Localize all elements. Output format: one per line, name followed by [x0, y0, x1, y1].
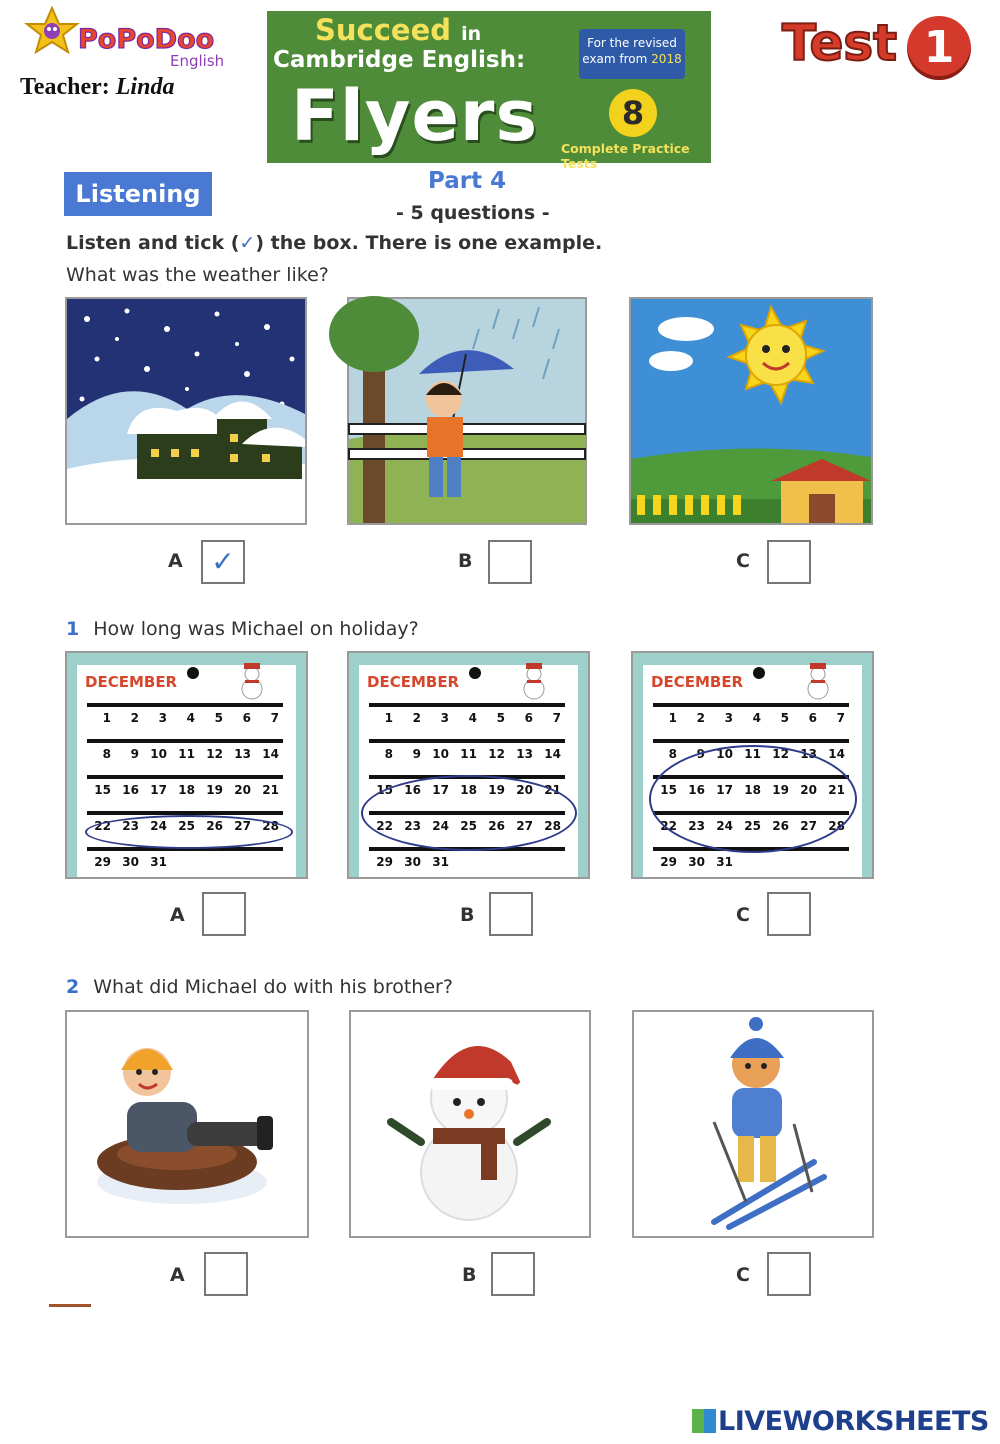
calendar-day: 3	[440, 711, 449, 725]
snowman-icon	[801, 661, 835, 701]
calendar-day: 21	[828, 783, 845, 797]
calendar-day: 4	[752, 711, 761, 725]
example-label-a: A	[168, 550, 183, 572]
calendar-day: 17	[432, 783, 449, 797]
calendar-day: 8	[102, 747, 111, 761]
calendar-day: 22	[660, 819, 677, 833]
calendar-day	[793, 851, 821, 883]
calendar-day: 19	[488, 783, 505, 797]
question-2-text: What did Michael do with his brother?	[93, 976, 453, 998]
calendar-day: 29	[94, 855, 111, 869]
pin-icon	[753, 667, 765, 679]
question-2	[66, 976, 453, 998]
q2-checkbox-b[interactable]	[491, 1252, 535, 1296]
q2-label-c: C	[736, 1264, 750, 1286]
test-number: 1	[907, 16, 971, 80]
calendar-day: 18	[178, 783, 195, 797]
calendar-day	[537, 851, 565, 883]
calendar-day: 12	[772, 747, 789, 761]
picture-snow-tubing	[65, 1010, 309, 1238]
calendar-day: 6	[242, 711, 251, 725]
calendar-day: 11	[460, 747, 477, 761]
test-label: Test	[782, 14, 898, 72]
calendar-day: 29	[376, 855, 393, 869]
logo-subtitle: English	[170, 52, 225, 70]
calendar-day: 9	[696, 747, 705, 761]
cover-revised-badge: For the revised exam from 2018	[579, 29, 685, 79]
calendar-day: 1	[102, 711, 111, 725]
calendar-day: 16	[404, 783, 421, 797]
calendar-day: 12	[206, 747, 223, 761]
popodoo-logo	[22, 4, 227, 74]
calendar-day: 18	[744, 783, 761, 797]
test-banner	[778, 12, 988, 82]
calendar-day: 10	[432, 747, 449, 761]
example-label-c: C	[736, 550, 750, 572]
calendar-option-c	[631, 651, 874, 879]
calendar-day: 5	[214, 711, 223, 725]
calendar-day: 5	[496, 711, 505, 725]
calendar-day: 11	[744, 747, 761, 761]
calendar-day: 8	[384, 747, 393, 761]
calendar-day: 29	[660, 855, 677, 869]
calendar-month: DECEMBER	[367, 673, 460, 691]
picture-snowy-village	[65, 297, 307, 525]
calendar-day: 8	[668, 747, 677, 761]
calendar-day: 26	[206, 819, 223, 833]
picture-boy-in-rain	[347, 297, 587, 525]
calendar-day: 26	[488, 819, 505, 833]
calendar-week	[87, 847, 283, 883]
instruction-text: Listen and tick (✓) the box. There is one example.	[66, 232, 603, 254]
calendar-day: 4	[468, 711, 477, 725]
calendar-day: 30	[122, 855, 139, 869]
calendar-day: 10	[716, 747, 733, 761]
calendar-week	[653, 703, 849, 739]
calendar-day: 24	[150, 819, 167, 833]
calendar-day: 25	[460, 819, 477, 833]
calendar-day: 7	[270, 711, 279, 725]
q2-label-a: A	[170, 1264, 185, 1286]
divider-line	[49, 1304, 91, 1307]
calendar-day: 17	[150, 783, 167, 797]
calendar-day: 14	[828, 747, 845, 761]
calendar-day: 18	[460, 783, 477, 797]
calendar-day: 2	[412, 711, 421, 725]
calendar-day: 3	[724, 711, 733, 725]
picture-snowman	[349, 1010, 591, 1238]
q1-checkbox-c[interactable]	[767, 892, 811, 936]
calendar-day: 16	[688, 783, 705, 797]
calendar-day: 30	[404, 855, 421, 869]
calendar-day	[481, 851, 509, 883]
calendar-day: 24	[432, 819, 449, 833]
calendar-day: 23	[122, 819, 139, 833]
calendar-day	[171, 851, 199, 883]
calendar-day: 5	[780, 711, 789, 725]
calendar-day: 11	[178, 747, 195, 761]
calendar-day	[453, 851, 481, 883]
calendar-day: 6	[524, 711, 533, 725]
q1-label-c: C	[736, 904, 750, 926]
calendar-day: 2	[696, 711, 705, 725]
calendar-day: 13	[516, 747, 533, 761]
tick-glyph: ✓	[239, 232, 256, 254]
calendar-day: 23	[404, 819, 421, 833]
calendar-week	[369, 847, 565, 883]
q2-label-b: B	[462, 1264, 477, 1286]
calendar-week	[87, 739, 283, 775]
picture-sunny-farm	[629, 297, 873, 525]
calendar-day	[765, 851, 793, 883]
question-2-number: 2	[66, 976, 80, 998]
calendar-day: 1	[384, 711, 393, 725]
calendar-day: 21	[262, 783, 279, 797]
calendar-week	[87, 703, 283, 739]
calendar-grid	[87, 703, 283, 883]
calendar-day: 17	[716, 783, 733, 797]
calendar-day: 6	[808, 711, 817, 725]
pin-icon	[187, 667, 199, 679]
calendar-day	[821, 851, 849, 883]
calendar-option-b	[347, 651, 590, 879]
calendar-day: 20	[800, 783, 817, 797]
calendar-day: 28	[262, 819, 279, 833]
calendar-month: DECEMBER	[651, 673, 744, 691]
calendar-day	[199, 851, 227, 883]
example-label-b: B	[458, 550, 473, 572]
calendar-day: 14	[262, 747, 279, 761]
calendar-day: 22	[94, 819, 111, 833]
calendar-day	[737, 851, 765, 883]
cover-subtitle: Complete Practice Tests	[561, 141, 690, 171]
calendar-day: 24	[716, 819, 733, 833]
question-1	[66, 618, 419, 640]
calendar-day: 12	[488, 747, 505, 761]
calendar-day: 27	[234, 819, 251, 833]
cover-flyers-title: Flyers	[291, 75, 539, 157]
question-1-number: 1	[66, 618, 80, 640]
picture-skiing	[632, 1010, 874, 1238]
q1-checkbox-b[interactable]	[489, 892, 533, 936]
calendar-day: 10	[150, 747, 167, 761]
example-checkbox-b[interactable]	[488, 540, 532, 584]
cover-test-count: 8	[609, 89, 657, 137]
calendar-day: 2	[130, 711, 139, 725]
calendar-day: 13	[234, 747, 251, 761]
teacher-name: Linda	[115, 74, 175, 100]
calendar-day: 9	[412, 747, 421, 761]
calendar-day: 15	[94, 783, 111, 797]
calendar-day: 27	[800, 819, 817, 833]
example-checkbox-c[interactable]	[767, 540, 811, 584]
teacher-line	[20, 74, 174, 101]
q2-checkbox-c[interactable]	[767, 1252, 811, 1296]
calendar-day: 28	[828, 819, 845, 833]
example-question: What was the weather like?	[66, 264, 329, 286]
calendar-day: 22	[376, 819, 393, 833]
calendar-day	[227, 851, 255, 883]
q1-label-a: A	[170, 904, 185, 926]
question-1-text: How long was Michael on holiday?	[93, 618, 419, 640]
calendar-day: 25	[744, 819, 761, 833]
calendar-day: 26	[772, 819, 789, 833]
calendar-option-a	[65, 651, 308, 879]
calendar-day: 31	[432, 855, 449, 869]
calendar-day: 28	[544, 819, 561, 833]
calendar-day: 7	[836, 711, 845, 725]
part-heading: Part 4	[428, 168, 507, 194]
calendar-day: 23	[688, 819, 705, 833]
listening-heading: Listening	[64, 172, 212, 216]
snowman-icon	[235, 661, 269, 701]
calendar-day: 16	[122, 783, 139, 797]
question-count: - 5 questions -	[396, 202, 550, 224]
calendar-day: 25	[178, 819, 195, 833]
calendar-day: 3	[158, 711, 167, 725]
calendar-day: 19	[206, 783, 223, 797]
calendar-day: 7	[552, 711, 561, 725]
q1-label-b: B	[460, 904, 475, 926]
q1-checkbox-a[interactable]	[202, 892, 246, 936]
calendar-day: 13	[800, 747, 817, 761]
calendar-day: 27	[516, 819, 533, 833]
calendar-day: 21	[544, 783, 561, 797]
pin-icon	[469, 667, 481, 679]
cover-succeed: Succeed in	[315, 13, 482, 47]
calendar-day	[509, 851, 537, 883]
calendar-day: 31	[716, 855, 733, 869]
calendar-day	[255, 851, 283, 883]
book-cover-banner	[267, 11, 711, 171]
liveworksheets-icon	[692, 1409, 716, 1433]
calendar-day: 31	[150, 855, 167, 869]
calendar-week	[369, 739, 565, 775]
logo-wordmark: PoPoDoo	[78, 24, 215, 55]
q2-checkbox-a[interactable]	[204, 1252, 248, 1296]
calendar-day: 20	[516, 783, 533, 797]
teacher-label: Teacher:	[20, 74, 110, 100]
cover-cambridge: Cambridge English:	[273, 47, 526, 73]
calendar-day: 9	[130, 747, 139, 761]
calendar-day: 15	[660, 783, 677, 797]
snowman-icon	[517, 661, 551, 701]
calendar-day: 4	[186, 711, 195, 725]
circled-dates	[85, 815, 293, 849]
calendar-week	[369, 703, 565, 739]
calendar-day: 19	[772, 783, 789, 797]
circled-dates	[361, 775, 577, 851]
calendar-day: 14	[544, 747, 561, 761]
circled-dates	[649, 745, 857, 853]
calendar-day: 20	[234, 783, 251, 797]
example-checkbox-a[interactable]: ✓	[201, 540, 245, 584]
calendar-week	[87, 775, 283, 811]
calendar-day: 1	[668, 711, 677, 725]
calendar-month: DECEMBER	[85, 673, 178, 691]
calendar-day: 15	[376, 783, 393, 797]
liveworksheets-logo: LIVEWORKSHEETS	[692, 1406, 989, 1437]
calendar-day: 30	[688, 855, 705, 869]
